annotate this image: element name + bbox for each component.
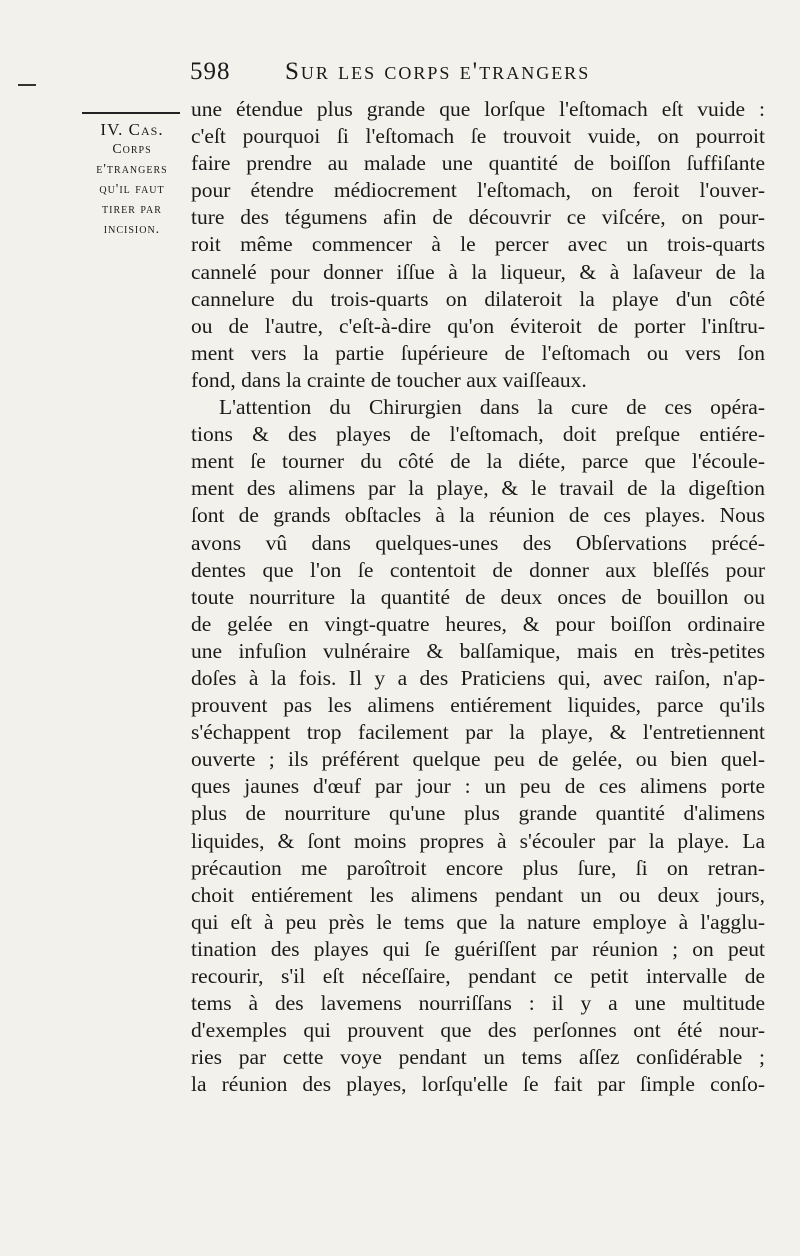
text-line: ment vers la partie ſupérieure de l'eſtomach ou vers ſon <box>191 340 765 365</box>
text-line: choit entiérement les alimens pendant un ou deux jours, <box>191 882 765 907</box>
text-line: tination des playes qui ſe guériſſent par réunion ; on peut <box>191 936 765 961</box>
text-line: cannelure du trois-quarts on dilateroit la playe d'un côté <box>191 286 765 311</box>
margin-note-line: tirer par <box>102 202 162 217</box>
text-line: ques jaunes d'œuf par jour : un peu de ces alimens porte <box>191 774 765 799</box>
text-line: doſes à la fois. Il y a des Praticiens qui, avec raiſon, n'ap- <box>191 665 765 690</box>
body-text <box>191 96 765 1098</box>
page-number: 598 <box>190 58 231 85</box>
text-line: d'exemples qui prouvent que des perſonnes ont été nour- <box>191 1018 765 1043</box>
text-line: ſont de grands obſtacles à la réunion de ces playes. Nous <box>191 503 765 528</box>
text-line: faire prendre au malade une quantité de boiſſon ſuffiſante <box>191 151 765 176</box>
text-line: s'échappent trop facilement par la playe, & l'entretiennent <box>191 720 765 745</box>
margin-rule <box>82 112 180 114</box>
text-line: ou de l'autre, c'eſt-à-dire qu'on éviteroit de porter l'inſtru- <box>191 313 765 338</box>
text-line: qui eſt à peu près le tems que la nature employe à l'agglu- <box>191 909 765 934</box>
text-line: ouverte ; ils préférent quelque peu de gelée, ou bien quel- <box>191 747 765 772</box>
text-line: précaution me paroîtroit encore plus ſure, ſi on retran- <box>191 855 765 880</box>
text-line: roit même commencer à le percer avec un trois-quarts <box>191 232 765 257</box>
margin-note <box>78 120 186 240</box>
text-line: dentes que l'on ſe contentoit de donner aux bleſſés pour <box>191 557 765 582</box>
text-line: une infuſion vulnéraire & balſamique, mais en très-petites <box>191 638 765 663</box>
margin-dash <box>18 84 36 86</box>
text-line: ture des tégumens afin de découvrir ce viſcére, on pour- <box>191 205 765 230</box>
text-line: tems à des lavemens nourriſſans : il y a une multitude <box>191 991 765 1016</box>
margin-note-line: IV. Cas. <box>100 120 164 139</box>
text-line: une étendue plus grande que lorſque l'eſtomach eſt vuide : <box>191 97 765 121</box>
text-line: toute nourriture la quantité de deux onces de bouillon ou <box>191 584 765 609</box>
text-line: recourir, s'il eſt néceſſaire, pendant ce petit intervalle de <box>191 964 765 988</box>
margin-note-line: e'trangers <box>96 162 168 177</box>
paragraph-first-line: L'attention du Chirurgien dans la cure de ces opéra- <box>219 395 765 420</box>
text-line: fond, dans la crainte de toucher aux vaiſſeaux. <box>191 367 587 392</box>
running-header <box>190 58 775 92</box>
text-line: pour étendre médiocrement l'eſtomach, on feroit l'ouver- <box>191 178 765 203</box>
text-line: plus de nourriture qu'une plus grande quantité d'alimens <box>191 801 765 826</box>
text-line: la réunion des playes, lorſqu'elle ſe fait par ſimple conſo- <box>191 1072 765 1097</box>
running-title: Sur les corps e'trangers <box>285 58 591 85</box>
text-line: prouvent pas les alimens entiérement liquides, parce qu'ils <box>191 693 765 718</box>
text-line: liquides, & ſont moins propres à s'écouler par la playe. La <box>191 828 765 853</box>
margin-note-line: qu'il faut <box>99 182 165 197</box>
margin-note-line: incision. <box>103 222 161 237</box>
text-line: tions & des playes de l'eſtomach, doit preſque entiére- <box>191 422 765 447</box>
text-line: ment des alimens par la playe, & le travail de la digeſtion <box>191 476 765 501</box>
text-line: avons vû dans quelques-unes des Obſervations précé- <box>191 530 765 555</box>
text-line: c'eſt pourquoi ſi l'eſtomach ſe trouvoit vuide, on pourroit <box>191 124 765 149</box>
text-line: cannelé pour donner iſſue à la liqueur, & à laſaveur de la <box>191 259 765 284</box>
text-line: ment ſe tourner du côté de la diéte, parce que l'écoule- <box>191 449 765 474</box>
text-line: ries par cette voye pendant un tems aſſez conſidérable ; <box>191 1045 765 1070</box>
margin-note-line: Corps <box>112 142 152 157</box>
text-line: de gelée en vingt-quatre heures, & pour boiſſon ordinaire <box>191 611 765 636</box>
